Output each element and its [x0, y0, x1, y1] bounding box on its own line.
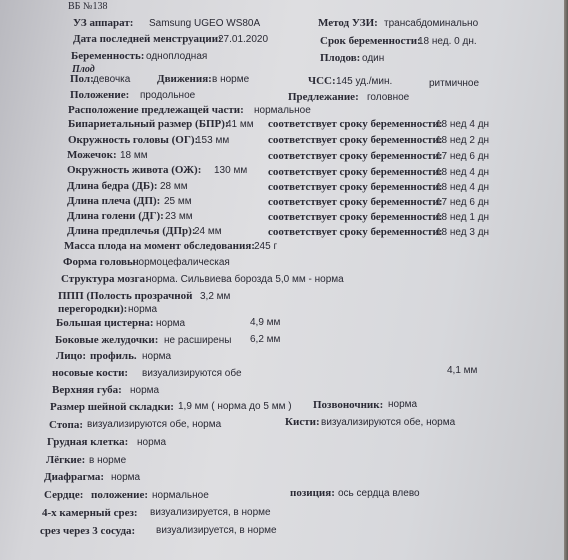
fetus-count-label: Плодов:: [320, 52, 361, 64]
three-vessel-status: визуализируется, в норме: [156, 525, 277, 536]
face-profile-label: профиль.: [90, 350, 137, 362]
nuchal-value: 1,9 мм ( норма до 5 мм ): [178, 401, 292, 412]
csp-label: ППП (Полость прозрачной: [58, 290, 193, 302]
diaphragm-status: норма: [111, 472, 141, 483]
chest-label: Грудная клетка:: [47, 436, 129, 448]
hr-label: ЧСС:: [308, 75, 336, 87]
biometry-correspondence: соответствует сроку беременности:: [268, 118, 443, 130]
biometry-term: 18 нед 4 дн: [436, 182, 490, 193]
spine-label: Позвоночник:: [313, 399, 384, 411]
presentation-value: головное: [367, 92, 410, 103]
biometry-term: 17 нед 6 дн: [436, 197, 490, 208]
biometry-value: 18 мм: [120, 150, 148, 161]
biometry-term: 18 нед 4 дн: [436, 167, 490, 178]
lip-label: Верхняя губа:: [52, 384, 122, 396]
movement-label: Движения:: [157, 73, 212, 85]
ventricles-label: Боковые желудочки:: [55, 334, 159, 346]
biometry-label: Окружность головы (ОГ):: [68, 134, 199, 146]
biometry-correspondence: соответствует сроку беременности:: [268, 150, 443, 162]
biometry-correspondence: соответствует сроку беременности:: [268, 166, 443, 178]
hands-status: визуализируются обе, норма: [321, 417, 456, 428]
heart-position-label: положение:: [91, 489, 149, 501]
biometry-correspondence: соответствует сроку беременности:: [268, 134, 443, 146]
sex-label: Пол:: [70, 73, 94, 85]
lungs-status: в норме: [89, 455, 127, 466]
heart-axis-value: ось сердца влево: [338, 488, 420, 499]
biometry-label: Длина плеча (ДП):: [67, 195, 161, 207]
ga-value: 18 нед. 0 дн.: [418, 36, 477, 47]
pregnancy-label: Беременность:: [71, 50, 145, 62]
heart-position-status: нормальное: [152, 490, 209, 501]
head-shape-label: Форма головы:: [63, 256, 140, 268]
nasal-value: 4,1 мм: [447, 365, 478, 376]
biometry-label: Бипариетальный размер (БПР):: [68, 118, 229, 130]
sex-value: девочка: [93, 74, 131, 85]
page-edge-shadow: [564, 0, 568, 560]
biometry-value: 41 мм: [226, 119, 254, 130]
biometry-correspondence: соответствует сроку беременности:: [268, 226, 443, 238]
biometry-correspondence: соответствует сроку беременности:: [268, 196, 443, 208]
lmp-label: Дата последней менструации:: [73, 33, 222, 45]
nasal-status: визуализируются обе: [142, 368, 242, 379]
four-chamber-status: визуализируется, в норме: [150, 507, 271, 518]
nuchal-label: Размер шейной складки:: [50, 401, 174, 413]
hr-value: 145 уд./мин.: [336, 76, 393, 87]
fetus-count-value: один: [362, 53, 385, 64]
spine-status: норма: [388, 399, 418, 410]
cisterna-status: норма: [156, 318, 186, 329]
biometry-label: Длина бедра (ДБ):: [67, 180, 158, 192]
movement-value: в норме: [212, 74, 250, 85]
face-label: Лицо:: [56, 350, 87, 362]
biometry-value: 130 мм: [214, 165, 248, 176]
biometry-correspondence: соответствует сроку беременности:: [268, 211, 443, 223]
brain-value: норма. Сильвиева борозда 5,0 мм - норма: [146, 274, 344, 285]
csp-value: 3,2 мм: [200, 291, 231, 302]
nasal-label: носовые кости:: [52, 367, 129, 379]
document-id: ВБ №138: [68, 1, 108, 12]
biometry-value: 28 мм: [160, 181, 188, 192]
lmp-value: 27.01.2020: [218, 34, 269, 45]
biometry-label: Окружность живота (ОЖ):: [67, 164, 202, 176]
chest-status: норма: [137, 437, 167, 448]
fetus-heading: Плод: [72, 64, 95, 75]
face-status: норма: [142, 351, 172, 362]
presenting-part-value: нормальное: [254, 105, 311, 116]
pregnancy-value: одноплодная: [146, 51, 208, 62]
presentation-label: Предлежание:: [288, 91, 359, 103]
position-value: продольное: [140, 90, 196, 101]
diaphragm-label: Диафрагма:: [44, 471, 105, 483]
csp-label-continued: перегородки):: [58, 303, 128, 315]
biometry-correspondence: соответствует сроку беременности:: [268, 181, 443, 193]
method-label: Метод УЗИ:: [318, 17, 378, 29]
four-chamber-label: 4-х камерный срез:: [42, 507, 138, 519]
lungs-label: Лёгкие:: [46, 454, 86, 466]
brain-label: Структура мозга:: [61, 273, 149, 285]
biometry-value: 25 мм: [164, 196, 192, 207]
cisterna-value: 4,9 мм: [250, 317, 281, 328]
ventricles-status: не расширены: [164, 335, 232, 346]
biometry-term: 18 нед 2 дн: [436, 135, 490, 146]
biometry-term: 18 нед 1 дн: [436, 212, 490, 223]
head-shape-value: нормоцефалическая: [133, 257, 230, 268]
position-label: Положение:: [70, 89, 130, 101]
biometry-term: 18 нед 4 дн: [436, 119, 490, 130]
method-value: трансабдоминально: [384, 18, 479, 29]
feet-status: визуализируются обе, норма: [87, 419, 222, 430]
heart-label: Сердце:: [44, 489, 84, 501]
biometry-value: 23 мм: [165, 211, 193, 222]
weight-label: Масса плода на момент обследования:: [64, 240, 255, 252]
lip-status: норма: [130, 385, 160, 396]
apparatus-value: Samsung UGEO WS80A: [149, 18, 261, 29]
hands-label: Кисти:: [285, 416, 320, 428]
biometry-value: 24 мм: [194, 226, 222, 237]
biometry-label: Можечок:: [67, 149, 117, 161]
biometry-label: Длина предплечья (ДПр):: [67, 225, 196, 237]
biometry-term: 17 нед 6 дн: [436, 151, 490, 162]
presenting-part-label: Расположение предлежащей части:: [68, 104, 244, 116]
three-vessel-label: срез через 3 сосуда:: [40, 525, 136, 537]
weight-value: 245 г: [254, 241, 278, 252]
hr-rhythm: ритмичное: [429, 78, 480, 89]
apparatus-label: УЗ аппарат:: [73, 17, 134, 29]
heart-axis-label: позиция:: [290, 487, 335, 499]
biometry-label: Длина голени (ДГ):: [67, 210, 164, 222]
ventricles-value: 6,2 мм: [250, 334, 281, 345]
biometry-value: 153 мм: [196, 135, 230, 146]
cisterna-label: Большая цистерна:: [56, 317, 154, 329]
ga-label: Срок беременности:: [320, 35, 421, 47]
csp-status: норма: [128, 304, 158, 315]
feet-label: Стопа:: [49, 419, 84, 431]
biometry-term: 18 нед 3 дн: [436, 227, 490, 238]
